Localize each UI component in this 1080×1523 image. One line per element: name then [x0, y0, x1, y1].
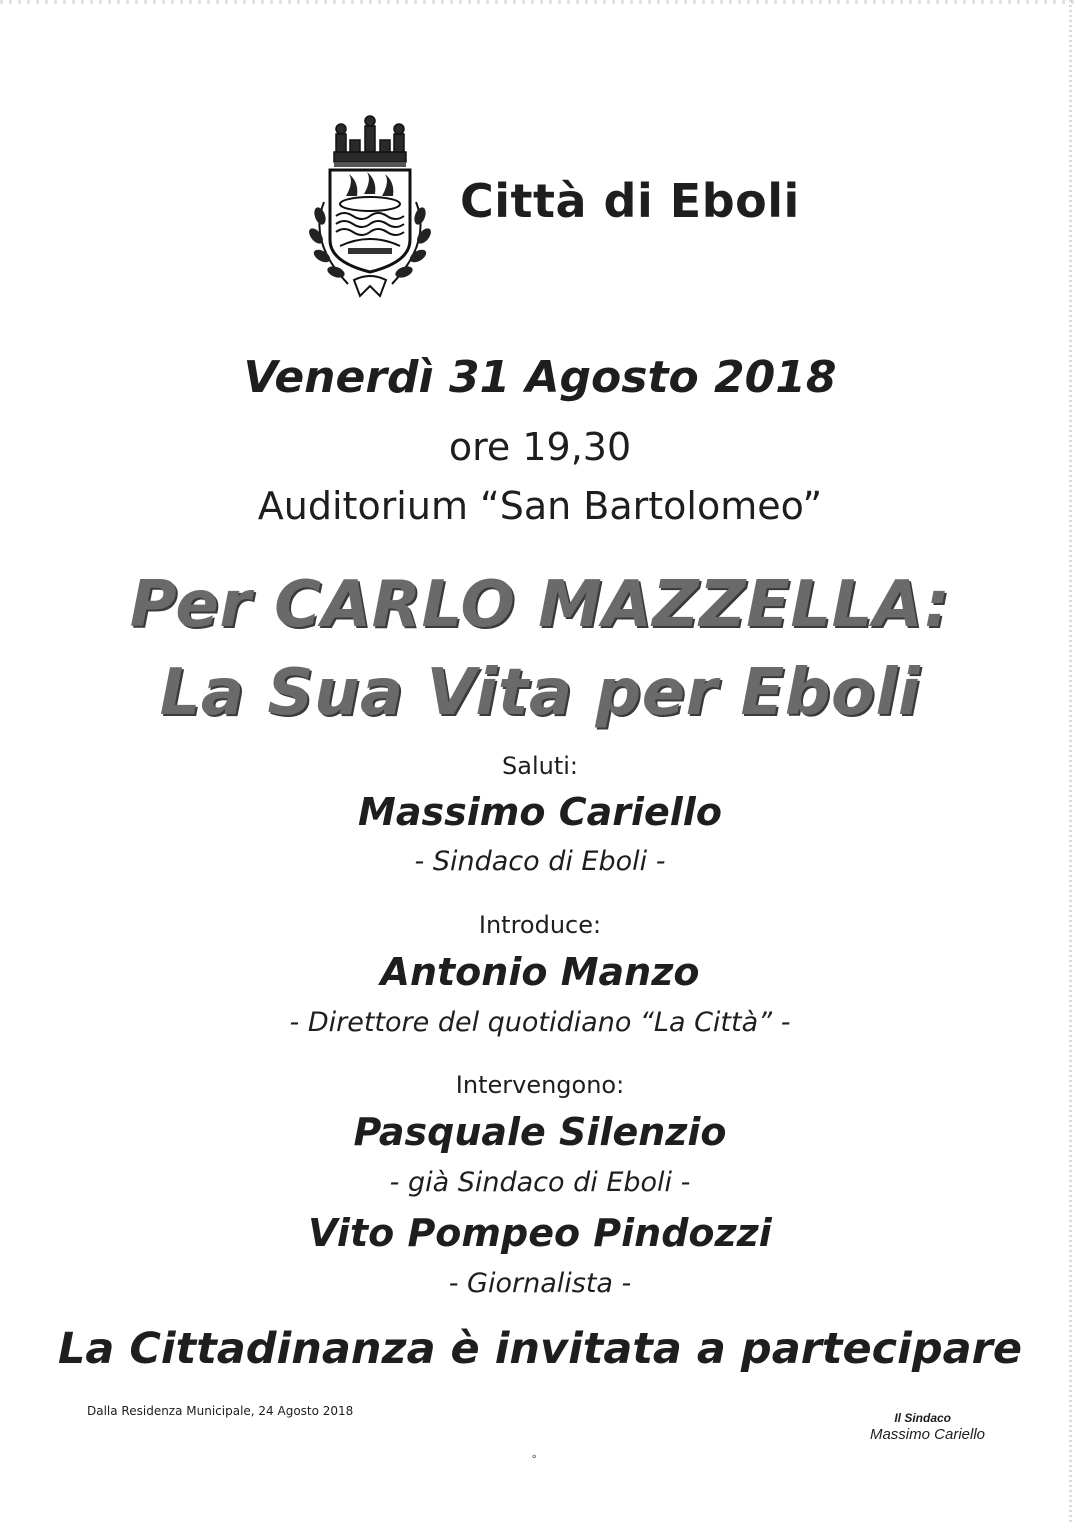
- speaker-name: Vito Pompeo Pindozzi: [308, 1211, 772, 1255]
- city-coat-of-arms-icon: [298, 112, 442, 300]
- event-title-line-2: La Sua Vita per Eboli: [159, 656, 921, 730]
- speaker-role: - Sindaco di Eboli -: [414, 846, 666, 877]
- signature-name: Massimo Cariello: [869, 1426, 985, 1443]
- event-title-line-1: Per CARLO MAZZELLA:: [129, 568, 951, 642]
- speaker-role: - Giornalista -: [448, 1268, 632, 1299]
- section-label-introduction: Introduce:: [478, 911, 602, 939]
- signature-title: Il Sindaco: [894, 1411, 951, 1425]
- city-title: Città di Eboli: [460, 174, 800, 228]
- scan-border-top: [0, 0, 1080, 4]
- event-date: Venerdì 31 Agosto 2018: [243, 352, 837, 403]
- event-time: ore 19,30: [448, 425, 632, 469]
- section-label-speakers: Intervengono:: [455, 1071, 625, 1099]
- speaker-name: Pasquale Silenzio: [353, 1110, 727, 1154]
- footer-place-date: Dalla Residenza Municipale, 24 Agosto 2018: [87, 1404, 354, 1418]
- speaker-name: Massimo Cariello: [358, 790, 722, 834]
- event-venue: Auditorium “San Bartolomeo”: [257, 484, 823, 528]
- speaker-role: - già Sindaco di Eboli -: [389, 1167, 691, 1198]
- speaker-name: Antonio Manzo: [380, 950, 700, 994]
- speaker-role: - Direttore del quotidiano “La Città” -: [289, 1007, 791, 1038]
- scan-speck: ⚬: [530, 1452, 539, 1463]
- section-label-greetings: Saluti:: [502, 752, 578, 780]
- invitation-line: La Cittadinanza è invitata a partecipare: [57, 1324, 1023, 1374]
